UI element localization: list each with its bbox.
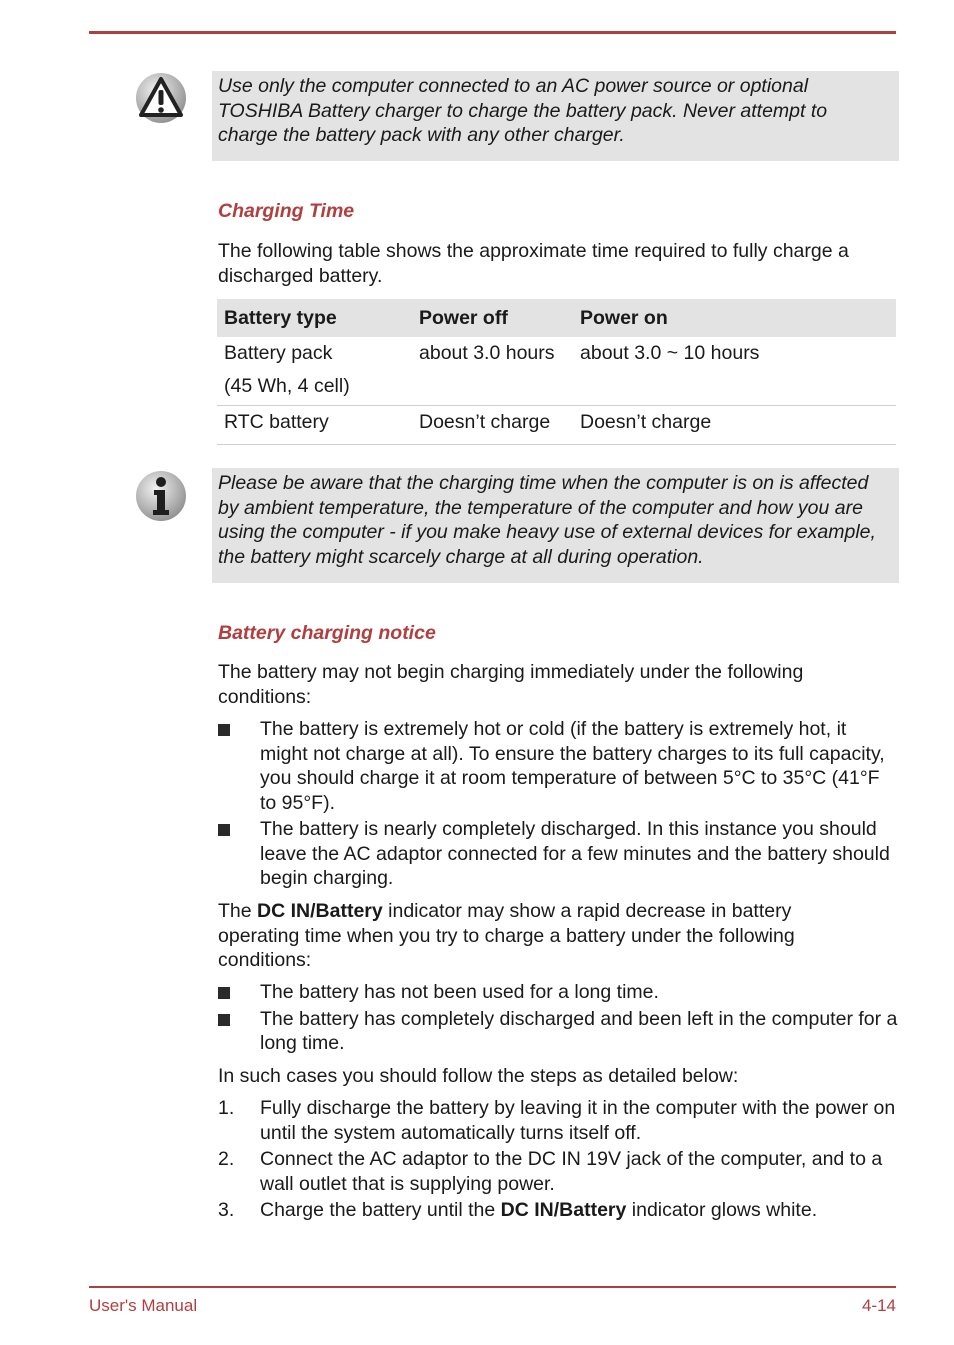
step-text-before: Charge the battery until the	[260, 1199, 501, 1221]
step-number: 1.	[218, 1097, 235, 1119]
table-cell-battery-type	[217, 337, 412, 406]
bottom-rule	[89, 1286, 896, 1288]
list-item-text: The battery has not been used for a long time.	[260, 981, 659, 1003]
charging-notice-heading: Battery charging notice	[218, 622, 436, 644]
table-header-row	[217, 299, 896, 337]
indicator-paragraph	[218, 899, 858, 973]
indicator-para-after: indicator may show a rapid decrease in battery operating time when you try to charge a battery under the following conditions:	[218, 900, 795, 971]
indicator-name: DC IN/Battery	[257, 900, 383, 922]
page-number: 4-14	[861, 1296, 896, 1315]
steps-list	[218, 1096, 898, 1225]
bullet-square-icon	[218, 824, 230, 836]
column-header-battery-type: Battery type	[217, 299, 412, 337]
table-cell-power-off: about 3.0 hours	[412, 337, 573, 406]
list-item	[218, 1007, 898, 1056]
top-rule	[89, 31, 896, 34]
charging-conditions-list	[218, 717, 898, 893]
table-cell-power-on: about 3.0 ~ 10 hours	[573, 337, 896, 406]
list-item-text: The battery has completely discharged and been left in the computer for a long time.	[260, 1007, 898, 1054]
warning-note-text: Use only the computer connected to an AC power source or optional TOSHIBA Battery charger to charge the battery pack. Never attempt to charge the battery pack with any other charger.	[218, 75, 828, 146]
list-item	[218, 1147, 898, 1196]
charging-time-heading: Charging Time	[218, 200, 355, 222]
step-text	[260, 1199, 817, 1221]
steps-intro: In such cases you should follow the steps as detailed below:	[218, 1065, 739, 1087]
step-text: Connect the AC adaptor to the DC IN 19V jack of the computer, and to a wall outlet that is supplying power.	[260, 1148, 883, 1195]
indicator-name: DC IN/Battery	[500, 1199, 627, 1221]
list-item-text: The battery is nearly completely discharged. In this instance you should leave the AC adaptor connected for a few minutes and the battery should begin charging.	[260, 818, 890, 889]
table-cell-power-off: Doesn’t charge	[412, 406, 573, 445]
column-header-power-off: Power off	[412, 299, 573, 337]
charging-time-table	[217, 299, 896, 445]
table-row	[217, 337, 896, 406]
column-header-power-on: Power on	[573, 299, 896, 337]
step-text: Fully discharge the battery by leaving it in the computer with the power on until the system automatically turns itself off.	[260, 1097, 896, 1144]
bullet-square-icon	[218, 724, 230, 736]
bullet-square-icon	[218, 1014, 230, 1026]
indicator-para-before: The	[218, 900, 258, 922]
list-item	[218, 980, 898, 1005]
footer-title: User's Manual	[89, 1296, 198, 1315]
list-item	[218, 817, 898, 891]
info-icon	[134, 469, 188, 523]
warning-triangle-icon	[134, 71, 188, 125]
charging-time-intro: The following table shows the approximate time required to fully charge a discharged battery.	[218, 240, 849, 287]
list-item-text: The battery is extremely hot or cold (if the battery is extremely hot, it might not charge at all). To ensure the battery charges to its full capacity, you should charge it at room temperature of between 5°C to 35°C (41°F to 95°F).	[260, 718, 885, 814]
list-item	[218, 1096, 898, 1145]
decrease-conditions-list	[218, 980, 898, 1058]
info-note-text: Please be aware that the charging time when the computer is on is affected by ambient temperature, the temperature of the computer and how you are using the computer - if you make heavy use of external devices for example, the battery might scarcely charge at all during operation.	[218, 472, 876, 568]
step-number: 3.	[218, 1199, 235, 1221]
charging-notice-intro: The battery may not begin charging immediately under the following conditions:	[218, 661, 804, 708]
battery-type-name: Battery pack	[224, 342, 333, 364]
battery-type-spec: (45 Wh, 4 cell)	[224, 374, 350, 397]
info-note	[212, 468, 899, 583]
table-row	[217, 406, 896, 445]
list-item	[218, 717, 898, 815]
table-cell-battery-type: RTC battery	[217, 406, 412, 445]
warning-note	[212, 71, 899, 161]
step-number: 2.	[218, 1148, 235, 1170]
bullet-square-icon	[218, 987, 230, 999]
list-item	[218, 1198, 898, 1223]
table-cell-power-on: Doesn’t charge	[573, 406, 896, 445]
step-text-after: indicator glows white.	[626, 1199, 818, 1221]
